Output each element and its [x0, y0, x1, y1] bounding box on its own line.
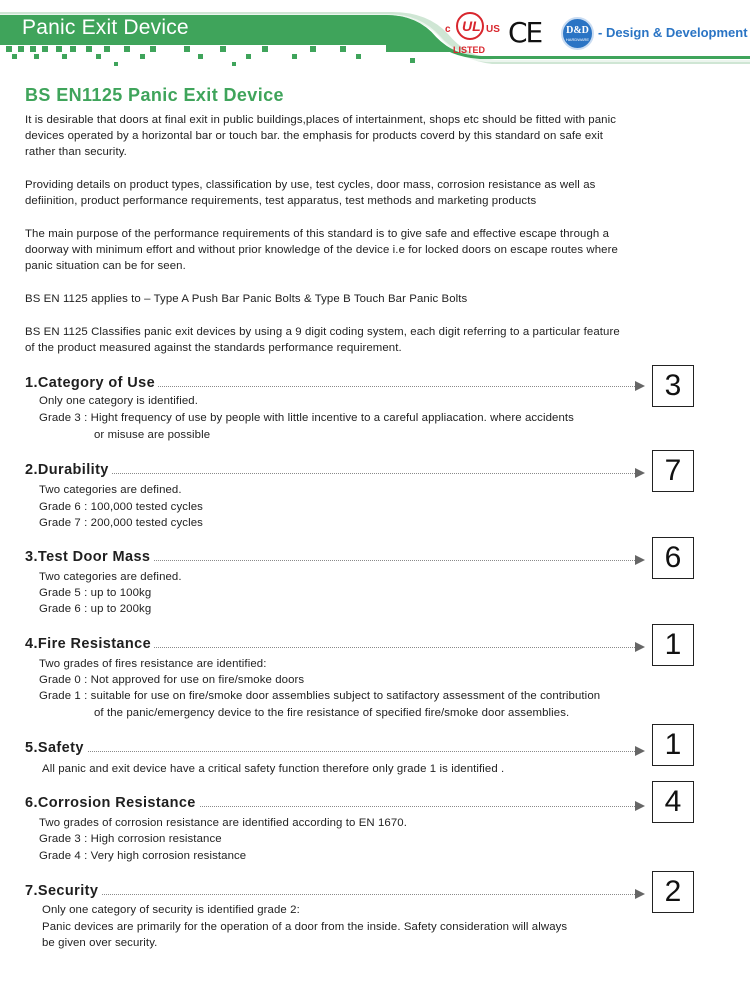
section-line: Two grades of fires resistance are identified: [39, 658, 267, 670]
banner-title: Panic Exit Device [22, 16, 189, 39]
section-heading [25, 636, 645, 656]
dotted-leader [25, 894, 635, 895]
arrow-right-icon [635, 889, 645, 899]
paragraph-line: The main purpose of the performance requirements of this standard is to give safe and effective escape through a [25, 228, 610, 240]
section-line: Panic devices are primarily for the operation of a door from the inside. Safety consideration will always [42, 921, 568, 933]
section-line: be given over security. [42, 937, 158, 949]
ul-c-mark: c [445, 24, 451, 35]
intro-paragraph-5 [25, 324, 715, 356]
intro-paragraph-4 [25, 291, 715, 307]
section-title: 3.Test Door Mass [25, 549, 153, 565]
section-line: Grade 3 : Hight frequency of use by people with little incentive to a careful appliacation. where accidents [39, 412, 574, 424]
section-title: 2.Durability [25, 462, 112, 478]
grade-digit-box: 4 [652, 781, 694, 823]
ce-mark-logo: CE [508, 16, 542, 49]
section-line: Grade 6 : up to 200kg [39, 603, 152, 615]
section-heading [25, 462, 645, 482]
section-line: Two categories are defined. [39, 484, 182, 496]
dotted-leader [25, 751, 635, 752]
dd-hardware-logo [561, 17, 594, 50]
section-line: All panic and exit device have a critical safety function therefore only grade 1 is identified . [42, 763, 505, 775]
paragraph-line: Providing details on product types, classification by use, test cycles, door mass, corrosion resistance as well as [25, 179, 596, 191]
dd-logo-subtext: HARDWARE [565, 37, 590, 42]
arrow-right-icon [635, 468, 645, 478]
arrow-right-icon [635, 555, 645, 565]
section-line: Two categories are defined. [39, 571, 182, 583]
paragraph-line: BS EN 1125 applies to – Type A Push Bar Panic Bolts & Type B Touch Bar Panic Bolts [25, 293, 468, 305]
section-heading [25, 549, 645, 569]
dd-logo-text: D&D [566, 25, 589, 36]
section-line: Grade 1 : suitable for use on fire/smoke door assemblies subject to satifactory assessment of the contribution [39, 690, 601, 702]
intro-paragraph-2 [25, 177, 715, 209]
brand-tagline: - Design & Development [598, 25, 748, 40]
section-heading [25, 883, 645, 903]
section-line: Grade 0 : Not approved for use on fire/smoke doors [39, 674, 305, 686]
section-title: 1.Category of Use [25, 375, 158, 391]
grade-digit-box: 1 [652, 624, 694, 666]
section-heading [25, 375, 645, 395]
section-line: Two grades of corrosion resistance are identified according to EN 1670. [39, 817, 408, 829]
section-title: 7.Security [25, 883, 101, 899]
ul-listed-logo [442, 10, 500, 58]
paragraph-line: rather than security. [25, 146, 127, 159]
intro-paragraph-1 [25, 112, 715, 161]
section-line: of the panic/emergency device to the fire resistance of specified fire/smoke door assemblies. [94, 707, 570, 719]
intro-paragraph-3 [25, 226, 715, 275]
section-title: 6.Corrosion Resistance [25, 795, 199, 811]
section-heading [25, 740, 645, 760]
paragraph-line: devices operated by a horizontal bar or touch bar. the emphasis for products coverd by this standard on safe exit [25, 130, 603, 143]
grade-digit-box: 6 [652, 537, 694, 579]
ul-mark: UL [462, 18, 481, 34]
section-line: Only one category of security is identified grade 2: [42, 904, 300, 916]
section-line: or misuse are possible [94, 429, 211, 441]
grade-digit-box: 2 [652, 871, 694, 913]
paragraph-line: BS EN 1125 Classifies panic exit devices by using a 9 digit coding system, each digit referring to a particular feature [25, 326, 620, 338]
section-line: Only one category is identified. [39, 395, 198, 407]
section-title: 5.Safety [25, 740, 87, 756]
header-banner [0, 0, 750, 70]
paragraph-line: defiinition, product performance requirements, test apparatus, test methods and marketing products [25, 195, 537, 208]
dotted-leader [25, 473, 635, 474]
document-title: BS EN1125 Panic Exit Device [25, 85, 284, 105]
ul-listed-text: LISTED [453, 45, 486, 55]
paragraph-line: It is desirable that doors at final exit in public buildings,places of intertainment, shops etc should be fitted with panic [25, 114, 617, 126]
ul-us-mark: US [486, 24, 500, 35]
section-title: 4.Fire Resistance [25, 636, 154, 652]
grade-digit-box: 7 [652, 450, 694, 492]
paragraph-line: of the product measured against the standards performance requirement. [25, 342, 402, 355]
arrow-right-icon [635, 801, 645, 811]
ul-circle-icon [456, 12, 484, 40]
grade-digit-box: 3 [652, 365, 694, 407]
arrow-right-icon [635, 746, 645, 756]
section-line: Grade 3 : High corrosion resistance [39, 833, 222, 845]
arrow-right-icon [635, 381, 645, 391]
arrow-right-icon [635, 642, 645, 652]
section-line: Grade 7 : 200,000 tested cycles [39, 517, 203, 529]
paragraph-line: doorway with minimum effort and without prior knowledge of the device i.e for locked doors on escape routes where [25, 244, 618, 257]
section-line: Grade 6 : 100,000 tested cycles [39, 501, 203, 513]
grade-digit-box: 1 [652, 724, 694, 766]
paragraph-line: panic situation can be for seen. [25, 260, 186, 273]
section-line: Grade 5 : up to 100kg [39, 587, 152, 599]
section-heading [25, 795, 645, 815]
section-line: Grade 4 : Very high corrosion resistance [39, 850, 247, 862]
